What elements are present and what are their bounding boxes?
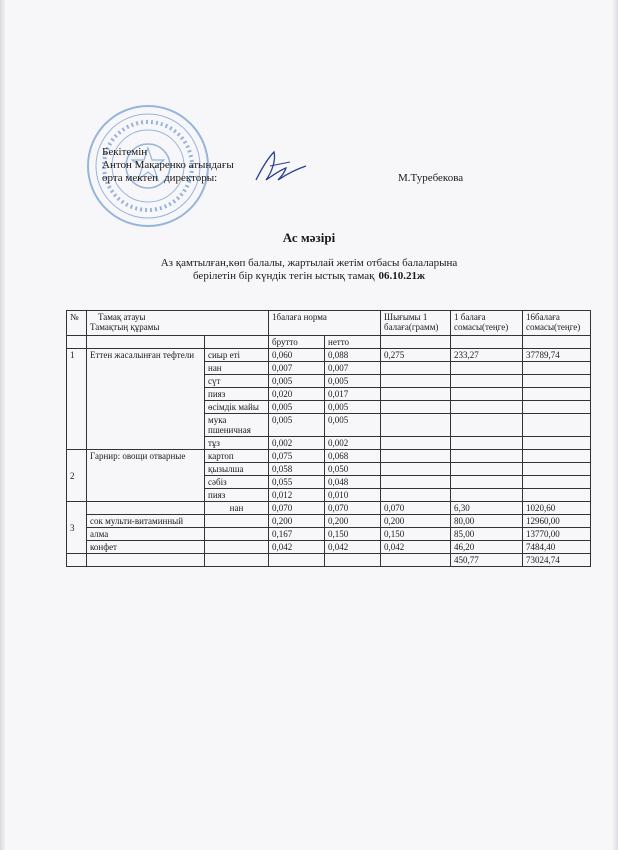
table-row — [67, 349, 591, 362]
ingredient-netto: 0,050 — [325, 463, 381, 476]
dish-num: 1 — [67, 349, 87, 450]
ingredient-brutto: 0,005 — [269, 375, 325, 388]
ingredient-name: қызылша — [205, 463, 269, 476]
ingredient-name — [205, 541, 269, 554]
ingredient-name: картоп — [205, 450, 269, 463]
school-name: Антон Макаренко атындағы — [102, 159, 234, 171]
ingredient-name — [205, 528, 269, 541]
total-cost-total: 73024,74 — [523, 554, 591, 567]
header-consumption: Шығымы 1 балаға(грамм) — [381, 311, 451, 336]
page-title: Ас мәзірі — [282, 230, 336, 245]
dish-name: Гарнир: овощи отварные — [87, 450, 205, 502]
header-dish-title: Тамақ атауы — [98, 312, 146, 322]
total-cost-one: 450,77 — [451, 554, 523, 567]
ingredient-brutto: 0,007 — [269, 362, 325, 375]
ingredient-name — [205, 515, 269, 528]
ingredient-brutto: 0,055 — [269, 476, 325, 489]
ingredient-brutto: 0,058 — [269, 463, 325, 476]
item-brutto: 0,042 — [269, 541, 325, 554]
ingredient-brutto: 0,075 — [269, 450, 325, 463]
ingredient-name: пияз — [205, 489, 269, 502]
item-brutto: 0,070 — [269, 502, 325, 515]
ingredient-name: пияз — [205, 388, 269, 401]
page-edge-right — [612, 0, 618, 850]
item-cost-total: 7484,40 — [523, 541, 591, 554]
subtitle-line-2 — [0, 270, 618, 283]
header-cost-one: 1 балаға сомасы(теңге) — [451, 311, 523, 336]
signature-icon — [250, 146, 310, 188]
ingredient-name: сүт — [205, 375, 269, 388]
item-name: алма — [87, 528, 205, 541]
ingredient-brutto: 0,060 — [269, 349, 325, 362]
dish-name: Еттен жасалынған тефтели — [87, 349, 205, 450]
page-edge-left — [0, 0, 6, 850]
item-cost-one: 6,30 — [451, 502, 523, 515]
item-netto: 0,042 — [325, 541, 381, 554]
table-row — [67, 515, 591, 528]
totals-row — [67, 554, 591, 567]
ingredient-name: нан — [205, 502, 269, 515]
subtitle — [0, 257, 618, 283]
table-row — [67, 502, 591, 515]
ingredient-netto: 0,005 — [325, 414, 381, 437]
item-consumption: 0,070 — [381, 502, 451, 515]
item-cost-total: 13770,00 — [523, 528, 591, 541]
header-num: № — [67, 311, 87, 336]
subtitle-line-1: Аз қамтылған,көп балалы, жартылай жетім отбасы балаларына — [160, 257, 458, 269]
item-name: сок мульти-витаминный — [87, 515, 205, 528]
role-left: орта мектеп — [102, 172, 159, 184]
item-brutto: 0,167 — [269, 528, 325, 541]
dish-cost-one: 233,27 — [451, 349, 523, 362]
ingredient-netto: 0,048 — [325, 476, 381, 489]
item-netto: 0,070 — [325, 502, 381, 515]
table-row — [67, 528, 591, 541]
ingredient-netto: 0,002 — [325, 437, 381, 450]
director-role — [102, 172, 234, 185]
table-row — [67, 541, 591, 554]
item-cost-one: 85,00 — [451, 528, 523, 541]
ingredient-brutto: 0,002 — [269, 437, 325, 450]
ingredient-name: тұз — [205, 437, 269, 450]
dish-num: 2 — [67, 450, 87, 502]
header-dish — [87, 311, 269, 336]
ingredient-name: сиыр еті — [205, 349, 269, 362]
menu-table — [66, 310, 591, 567]
header-row — [67, 311, 591, 336]
dish-cost-total: 37789,74 — [523, 349, 591, 362]
item-name: конфет — [87, 541, 205, 554]
dish-num: 3 — [67, 502, 87, 554]
menu-date: 06.10.21ж — [378, 270, 426, 282]
item-netto: 0,200 — [325, 515, 381, 528]
ingredient-name: өсімдік майы — [205, 401, 269, 414]
ingredient-brutto: 0,020 — [269, 388, 325, 401]
item-cost-one: 80,00 — [451, 515, 523, 528]
ingredient-brutto: 0,005 — [269, 414, 325, 437]
item-cost-total: 1020,60 — [523, 502, 591, 515]
ingredient-netto: 0,007 — [325, 362, 381, 375]
item-name — [87, 502, 205, 515]
ingredient-name: мука пшеничная — [205, 414, 269, 437]
ingredient-name: нан — [205, 362, 269, 375]
item-consumption: 0,200 — [381, 515, 451, 528]
ingredient-netto: 0,005 — [325, 375, 381, 388]
item-cost-one: 46,20 — [451, 541, 523, 554]
ingredient-netto: 0,017 — [325, 388, 381, 401]
ingredient-brutto: 0,012 — [269, 489, 325, 502]
header-dish-composition: Тамақтың құрамы — [90, 322, 160, 332]
subtitle-line-2-text: берілетін бір күндік тегін ыстық тамақ — [192, 270, 375, 282]
ingredient-netto: 0,068 — [325, 450, 381, 463]
ingredient-netto: 0,005 — [325, 401, 381, 414]
item-consumption: 0,150 — [381, 528, 451, 541]
item-netto: 0,150 — [325, 528, 381, 541]
table-row — [67, 450, 591, 463]
ingredient-netto: 0,088 — [325, 349, 381, 362]
approval-block — [102, 146, 234, 185]
ingredient-name: сәбіз — [205, 476, 269, 489]
ingredient-netto: 0,010 — [325, 489, 381, 502]
ingredient-brutto: 0,005 — [269, 401, 325, 414]
subheader-row — [67, 336, 591, 349]
dish-consumption: 0,275 — [381, 349, 451, 362]
item-cost-total: 12960,00 — [523, 515, 591, 528]
header-cost-total: 16балаға сомасы(теңге) — [523, 311, 591, 336]
item-brutto: 0,200 — [269, 515, 325, 528]
item-consumption: 0,042 — [381, 541, 451, 554]
header-norm: 1балаға норма — [269, 311, 381, 336]
approved-label: Бекітемін — [102, 146, 148, 158]
role-right: директоры: — [164, 172, 218, 184]
header-netto: нетто — [325, 336, 381, 349]
director-name: М.Туребекова — [398, 172, 464, 184]
header-brutto: брутто — [269, 336, 325, 349]
